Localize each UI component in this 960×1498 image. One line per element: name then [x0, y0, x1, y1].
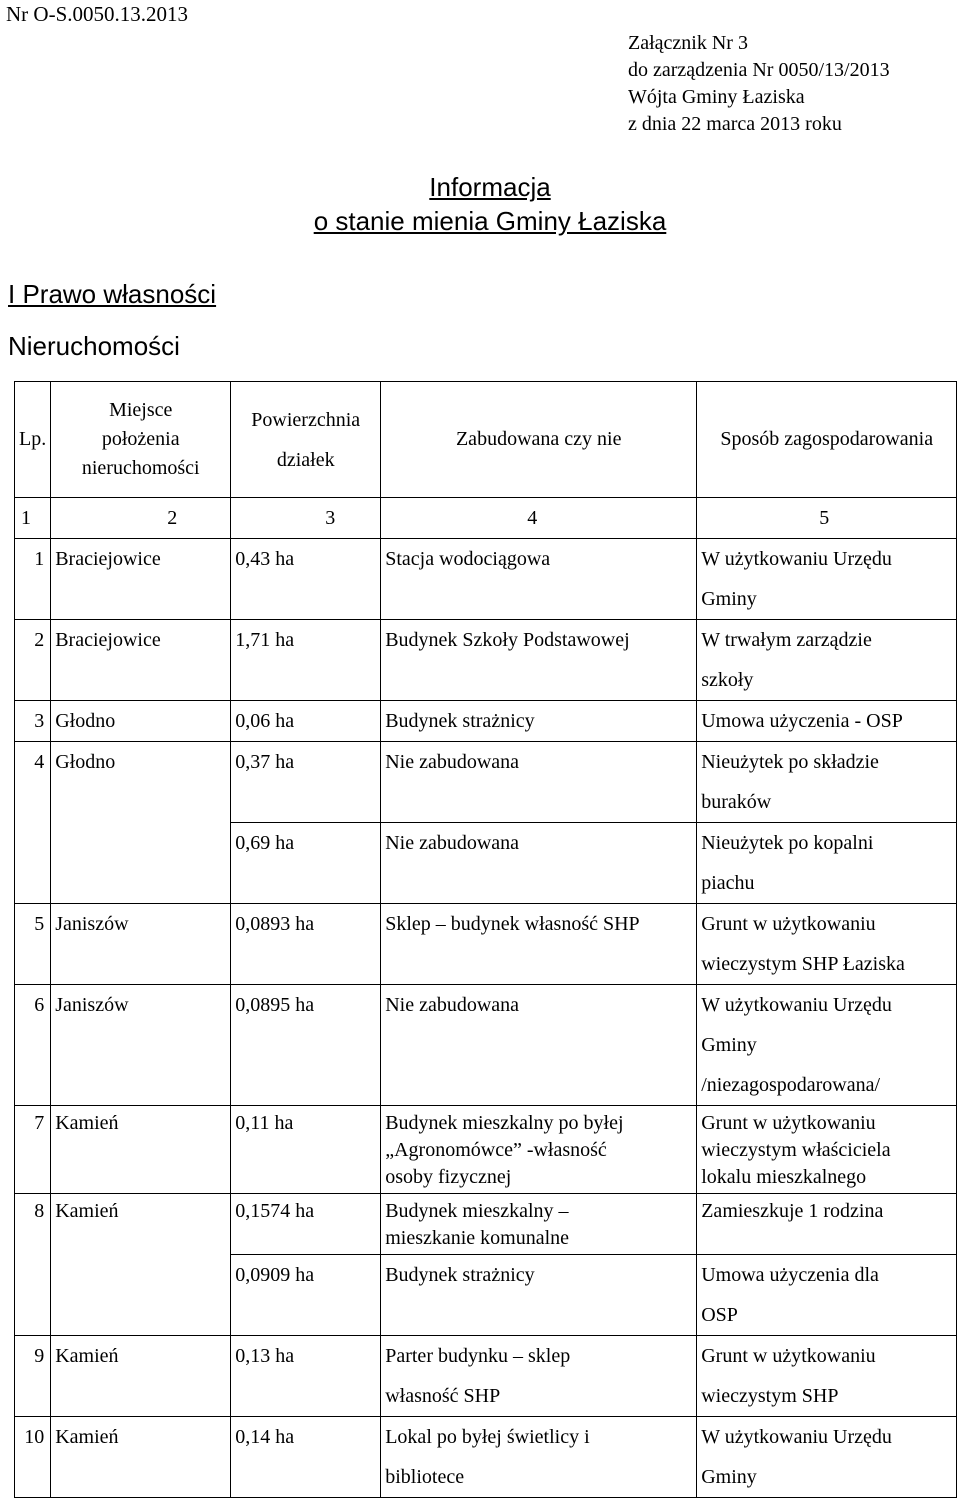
table-row	[15, 1106, 957, 1194]
row-area: 0,14 ha	[231, 1417, 381, 1498]
row-usage	[697, 823, 957, 904]
row-lp: 6	[15, 985, 51, 1106]
row-location: Kamień	[51, 1336, 231, 1417]
row-built	[381, 620, 697, 701]
usage-line: Umowa użyczenia dla	[701, 1264, 879, 1286]
table-row	[15, 823, 957, 904]
row-built	[381, 985, 697, 1106]
header-area-line: Powierzchnia	[251, 408, 361, 431]
header-usage: Sposób zagospodarowania	[697, 382, 957, 498]
usage-line: lokalu mieszkalnego	[701, 1166, 867, 1188]
built-line: Parter budynku – sklep	[385, 1345, 571, 1367]
row-built	[381, 539, 697, 620]
row-location: Kamień	[51, 1417, 231, 1498]
usage-line: piachu	[701, 872, 755, 894]
built-line: Budynek strażnicy	[385, 1264, 535, 1286]
row-usage	[697, 985, 957, 1106]
row-location: Braciejowice	[51, 539, 231, 620]
row-usage	[697, 1194, 957, 1255]
row-usage	[697, 539, 957, 620]
document-subtitle: o stanie mienia Gminy Łaziska	[313, 206, 667, 236]
column-number-row	[15, 498, 957, 539]
header-location-line: położenia	[101, 428, 180, 450]
built-line: Nie zabudowana	[385, 751, 520, 773]
row-location: Kamień	[51, 1194, 231, 1255]
usage-line: Nieużytek po kopalni	[701, 832, 874, 854]
usage-line: W użytkowaniu Urzędu	[701, 548, 892, 570]
usage-line: Grunt w użytkowaniu	[701, 1345, 876, 1367]
header-lp: Lp.	[15, 382, 51, 498]
table-row	[15, 620, 957, 701]
row-lp: 8	[15, 1194, 51, 1255]
table-row	[15, 742, 957, 823]
built-line: mieszkanie komunalne	[385, 1227, 570, 1249]
usage-line: /niezagospodarowana/	[701, 1074, 881, 1096]
row-usage	[697, 1106, 957, 1194]
usage-line: W użytkowaniu Urzędu	[701, 1426, 892, 1448]
row-area: 0,0909 ha	[231, 1255, 381, 1336]
row-location: Janiszów	[51, 985, 231, 1106]
row-location: Janiszów	[51, 904, 231, 985]
table-row	[15, 701, 957, 742]
usage-line: Zamieszkuje 1 rodzina	[701, 1200, 884, 1222]
header-location	[51, 382, 231, 498]
built-line: Budynek strażnicy	[385, 710, 535, 732]
row-lp: 1	[15, 539, 51, 620]
row-lp	[15, 823, 51, 904]
usage-line: Umowa użyczenia - OSP	[701, 710, 903, 732]
usage-line: wieczystym SHP Łaziska	[701, 953, 905, 975]
table-row	[15, 985, 957, 1106]
built-line: osoby fizycznej	[385, 1166, 512, 1188]
table-row	[15, 1255, 957, 1336]
table-header-row	[15, 382, 957, 498]
row-lp: 7	[15, 1106, 51, 1194]
row-usage	[697, 1255, 957, 1336]
row-usage	[697, 620, 957, 701]
usage-line: W trwałym zarządzie	[701, 629, 872, 651]
column-number: 1	[15, 498, 51, 539]
built-line: „Agronomówce” -własność	[385, 1139, 607, 1161]
row-built	[381, 1194, 697, 1255]
row-usage	[697, 904, 957, 985]
usage-line: Gminy	[701, 588, 757, 610]
table-row	[15, 1336, 957, 1417]
column-number: 4	[381, 498, 697, 539]
row-usage	[697, 742, 957, 823]
row-location: Głodno	[51, 742, 231, 823]
row-area: 0,1574 ha	[231, 1194, 381, 1255]
header-location-line: Miejsce	[109, 399, 173, 421]
row-built	[381, 701, 697, 742]
row-area: 0,13 ha	[231, 1336, 381, 1417]
annex-line: Wójta Gminy Łaziska	[628, 86, 805, 108]
row-location	[51, 823, 231, 904]
row-lp: 2	[15, 620, 51, 701]
annex-line: Załącznik Nr 3	[628, 32, 748, 54]
row-usage	[697, 701, 957, 742]
row-area: 0,11 ha	[231, 1106, 381, 1194]
row-built	[381, 823, 697, 904]
row-location: Głodno	[51, 701, 231, 742]
row-lp: 5	[15, 904, 51, 985]
built-line: Budynek mieszkalny –	[385, 1200, 569, 1222]
property-table	[14, 381, 957, 1498]
row-built	[381, 1255, 697, 1336]
built-line: własność SHP	[385, 1385, 501, 1407]
table-row	[15, 904, 957, 985]
row-area: 0,37 ha	[231, 742, 381, 823]
built-line: Lokal po byłej świetlicy i	[385, 1426, 590, 1448]
built-line: Budynek Szkoły Podstawowej	[385, 629, 630, 651]
built-line: Stacja wodociągowa	[385, 548, 551, 570]
row-built	[381, 1106, 697, 1194]
annex-line: do zarządzenia Nr 0050/13/2013	[628, 59, 890, 81]
row-built	[381, 1417, 697, 1498]
row-area: 0,06 ha	[231, 701, 381, 742]
row-lp: 4	[15, 742, 51, 823]
header-area-line: działek	[276, 448, 335, 471]
built-line: Nie zabudowana	[385, 994, 520, 1016]
usage-line: wieczystym właściciela	[701, 1139, 891, 1161]
row-lp	[15, 1255, 51, 1336]
built-line: Nie zabudowana	[385, 832, 520, 854]
built-line: Budynek mieszkalny po byłej	[385, 1112, 624, 1134]
column-number: 3	[231, 498, 381, 539]
usage-line: Grunt w użytkowaniu	[701, 913, 876, 935]
header-built: Zabudowana czy nie	[381, 382, 697, 498]
usage-line: szkoły	[701, 669, 754, 691]
row-built	[381, 742, 697, 823]
document-number: Nr O-S.0050.13.2013	[6, 2, 188, 26]
usage-line: Nieużytek po składzie	[701, 751, 879, 773]
document-title: Informacja	[429, 172, 551, 202]
column-number: 5	[697, 498, 957, 539]
column-number: 2	[51, 498, 231, 539]
annex-block	[628, 30, 890, 138]
row-built	[381, 904, 697, 985]
row-area: 0,0895 ha	[231, 985, 381, 1106]
annex-line: z dnia 22 marca 2013 roku	[628, 113, 842, 135]
usage-line: Gminy	[701, 1466, 757, 1488]
usage-line: wieczystym SHP	[701, 1385, 839, 1407]
usage-line: OSP	[701, 1304, 738, 1326]
header-area	[231, 382, 381, 498]
row-location	[51, 1255, 231, 1336]
header-location-line: nieruchomości	[81, 457, 200, 479]
table-row	[15, 1417, 957, 1498]
table-row	[15, 539, 957, 620]
row-usage	[697, 1336, 957, 1417]
usage-line: Grunt w użytkowaniu	[701, 1112, 876, 1134]
row-area: 0,0893 ha	[231, 904, 381, 985]
row-lp: 10	[15, 1417, 51, 1498]
row-usage	[697, 1417, 957, 1498]
built-line: Sklep – budynek własność SHP	[385, 913, 640, 935]
subsection-title: Nieruchomości	[8, 331, 180, 361]
row-lp: 3	[15, 701, 51, 742]
usage-line: Gminy	[701, 1034, 757, 1056]
row-lp: 9	[15, 1336, 51, 1417]
table-row	[15, 1194, 957, 1255]
section-title: I Prawo własności	[8, 279, 217, 309]
row-location: Braciejowice	[51, 620, 231, 701]
built-line: bibliotece	[385, 1466, 465, 1488]
row-area: 0,69 ha	[231, 823, 381, 904]
row-area: 0,43 ha	[231, 539, 381, 620]
usage-line: buraków	[701, 791, 772, 813]
row-area: 1,71 ha	[231, 620, 381, 701]
usage-line: W użytkowaniu Urzędu	[701, 994, 892, 1016]
row-location: Kamień	[51, 1106, 231, 1194]
row-built	[381, 1336, 697, 1417]
